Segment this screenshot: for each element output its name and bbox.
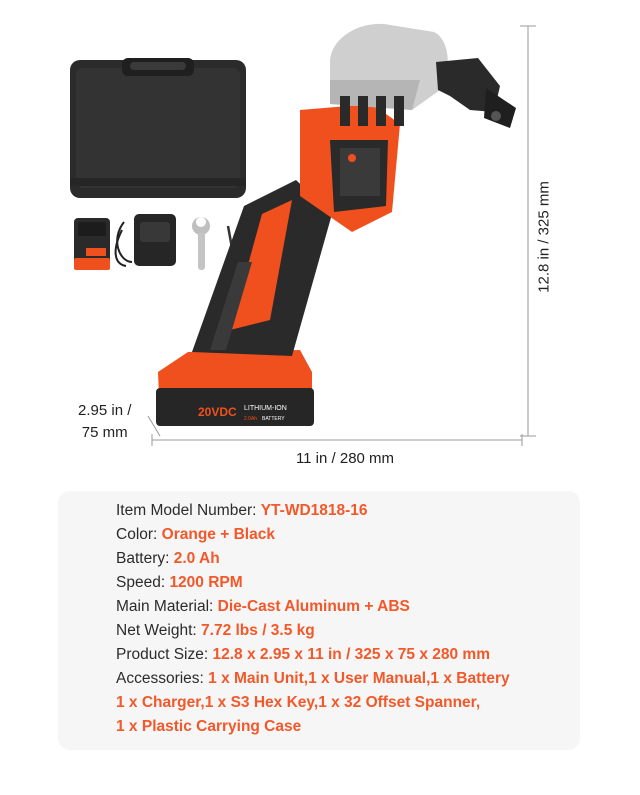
spec-row-accessories <box>116 667 510 691</box>
tool-battery <box>156 350 314 426</box>
depth-dimension-line1: 2.95 in / <box>78 402 132 419</box>
spec-label: Main Material: <box>116 598 218 615</box>
spec-row-weight <box>116 619 510 643</box>
spanner <box>192 217 210 270</box>
accessories-line-2: 1 x Charger,1 x S3 Hex Key,1 x 32 Offset Spanner, <box>116 694 481 711</box>
battery-chemistry-label: LITHIUM-ION <box>244 405 287 412</box>
spec-value: 2.0 Ah <box>173 550 220 567</box>
charger <box>116 214 176 266</box>
spec-row-speed <box>116 571 510 595</box>
spec-value: Orange + Black <box>161 526 275 543</box>
spec-row-battery <box>116 547 510 571</box>
spec-value: 7.72 lbs / 3.5 kg <box>201 622 315 639</box>
spec-row-size <box>116 643 510 667</box>
spec-label: Product Size: <box>116 646 213 663</box>
spec-value: 1200 RPM <box>169 574 243 591</box>
spec-value: 12.8 x 2.95 x 11 in / 325 x 75 x 280 mm <box>212 646 490 663</box>
spec-label: Color: <box>116 526 162 543</box>
specs-card <box>58 491 580 750</box>
depth-dimension-line2: 75 mm <box>81 424 128 441</box>
height-dimension-label: 12.8 in / 325 mm <box>535 181 553 293</box>
spec-row-material <box>116 595 510 619</box>
spec-label: Net Weight: <box>116 622 202 639</box>
spec-label: Accessories: <box>116 670 209 687</box>
spec-value: Die-Cast Aluminum + ABS <box>217 598 410 615</box>
width-dimension-label: 11 in / 280 mm <box>295 450 395 467</box>
spec-row-model <box>116 499 510 523</box>
tool-handle <box>192 180 332 356</box>
carrying-case <box>70 58 246 198</box>
spec-row-color <box>116 523 510 547</box>
tool-nose <box>436 58 516 128</box>
spec-label: Speed: <box>116 574 170 591</box>
spec-label: Item Model Number: <box>116 502 261 519</box>
tool-head <box>330 24 448 126</box>
spec-value: YT-WD1818-16 <box>260 502 368 519</box>
specs-list <box>116 499 510 739</box>
spec-value: 1 x Main Unit,1 x User Manual,1 x Battery <box>208 670 510 687</box>
spare-battery <box>74 218 110 270</box>
accessories-line-3: 1 x Plastic Carrying Case <box>116 718 302 735</box>
battery-capacity-label: 2.0Ah <box>244 416 258 422</box>
battery-voltage-label: 20VDC <box>198 405 237 419</box>
battery-word-label: BATTERY <box>262 416 285 422</box>
depth-dimension-label <box>78 400 131 444</box>
spec-label: Battery: <box>116 550 174 567</box>
